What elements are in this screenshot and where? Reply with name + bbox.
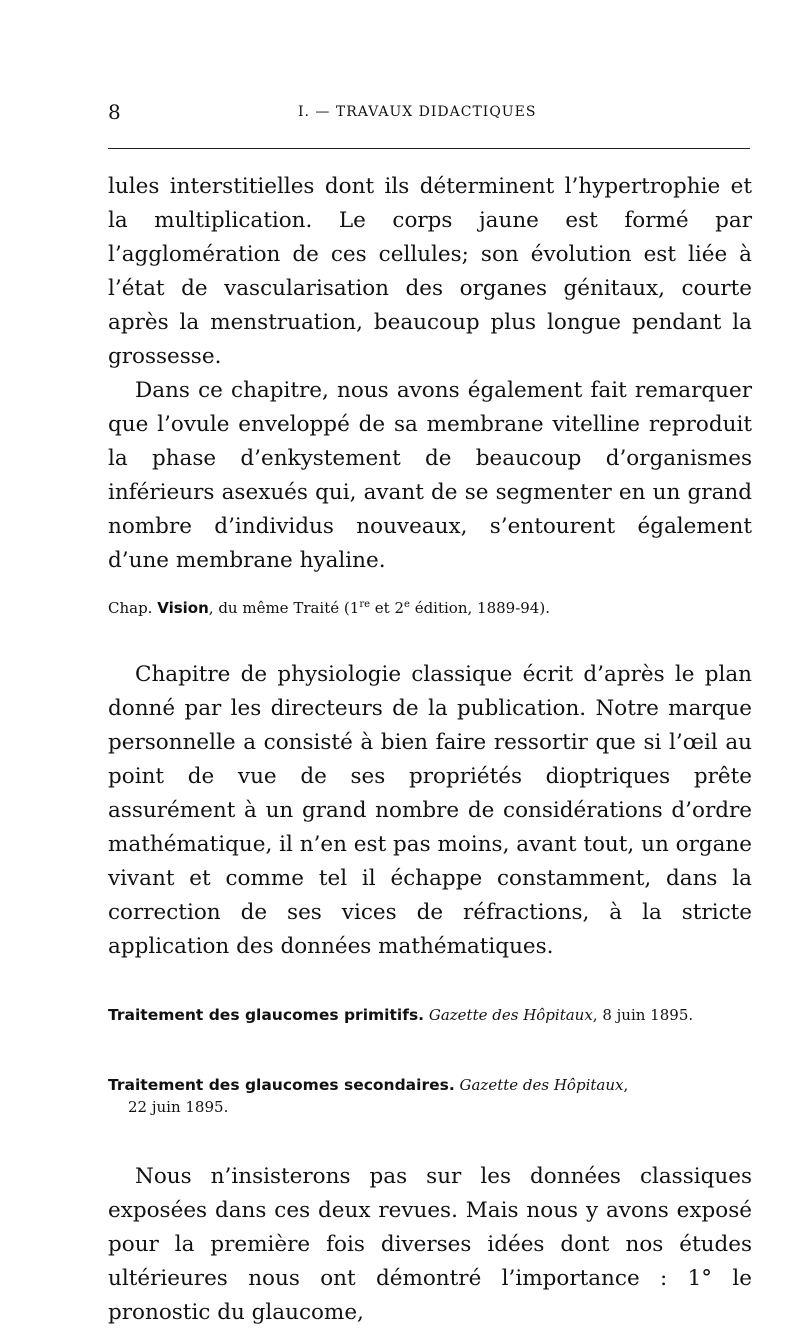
page-header: [108, 100, 750, 132]
ref-journal: Gazette des Hôpitaux: [459, 1076, 624, 1094]
reference-glaucome-primitifs: [108, 1004, 752, 1026]
ref-title: Traitement des glaucomes secondaires.: [108, 1076, 455, 1094]
text-block-2: [108, 658, 752, 964]
text-block-3: [108, 1160, 752, 1330]
ref-sup: re: [359, 599, 371, 610]
ref-journal: Gazette des Hôpitaux: [428, 1006, 593, 1024]
running-head: I. — TRAVAUX DIDACTIQUES: [298, 104, 537, 120]
ref-title: Vision: [157, 599, 209, 617]
ref-text: édition, 1889-94).: [409, 599, 550, 617]
reference-glaucome-secondaires: [108, 1074, 752, 1118]
paragraph-1: lules interstitielles dont ils déterminent l’hypertrophie et la multiplication. Le corps jaune est formé par l’agglomération de ces cellules; son évolution est liée à l’état de vascularisation des organes génitaux, courte après la menstruation, beaucoup plus longue pendant la grossesse.: [108, 174, 752, 369]
reference-vision: [108, 594, 752, 619]
paragraph-4: Nous n’insisterons pas sur les données classiques exposées dans ces deux revues. Mais nous y avons exposé pour la première fois diverses idées dont nos études ultérieures nous ont démontré l’importance : 1° le pronostic du glaucome,: [108, 1164, 752, 1325]
ref-date: 22 juin 1895.: [128, 1098, 229, 1116]
ref-date: , 8 juin 1895.: [592, 1006, 694, 1024]
ref-prefix: Chap.: [108, 599, 153, 617]
ref-text: , du même Traité (1: [208, 599, 360, 617]
ref-title: Traitement des glaucomes primitifs.: [108, 1006, 425, 1024]
text-block-1: [108, 170, 752, 578]
page-number: 8: [108, 100, 121, 124]
ref-text: et 2: [370, 599, 404, 617]
paragraph-2: Dans ce chapitre, nous avons également fait remarquer que l’ovule enveloppé de sa membrane vitelline reproduit la phase d’enkystement de beaucoup d’organismes inférieurs asexués qui, avant de se segmenter en un grand nombre d’individus nouveaux, s’entourent également d’une membrane hyaline.: [108, 378, 752, 573]
header-rule: [108, 148, 750, 149]
ref-date-suffix: ,: [623, 1076, 629, 1094]
ref-sup: e: [404, 599, 410, 610]
paragraph-3: Chapitre de physiologie classique écrit d’après le plan donné par les directeurs de la publication. Notre marque personnelle a consisté à bien faire ressortir que si l’œil au point de vue de ses propriétés dioptriques prête assurément à un grand nombre de considérations d’ordre mathématique, il n’en est pas moins, avant tout, un organe vivant et comme tel il échappe constamment, dans la correction de ses vices de réfractions, à la stricte application des données mathématiques.: [108, 662, 752, 959]
